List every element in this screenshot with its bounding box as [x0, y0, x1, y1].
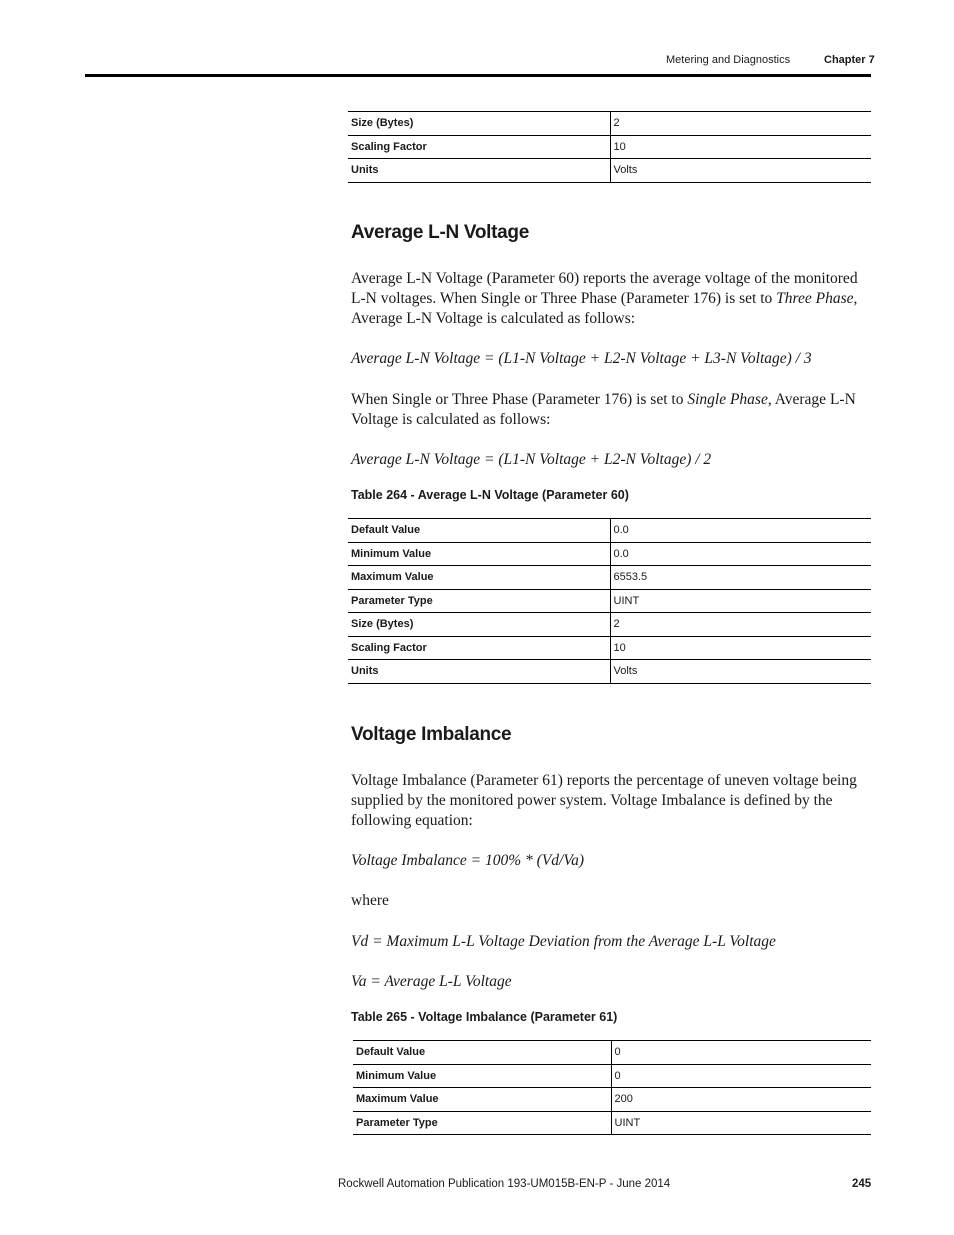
table-value: Volts [610, 159, 871, 183]
text-run: Average L-N Voltage (Parameter 60) reports the average voltage of the monitored L-N voltages. When Single or Three Phase (Parameter 176) is set to [351, 270, 858, 307]
avg-ln-paragraph-1 [351, 269, 871, 329]
table-value: 10 [610, 135, 871, 159]
table-key: Maximum Value [353, 1088, 611, 1112]
table-top-continued [348, 111, 871, 183]
table-value: 200 [611, 1088, 871, 1112]
table-value: 6553.5 [610, 566, 871, 590]
table-key: Maximum Value [348, 566, 610, 590]
text-run: When Single or Three Phase (Parameter 176) is set to [351, 391, 688, 408]
table-264-average-ln-voltage [348, 518, 871, 684]
table-caption-264: Table 264 - Average L-N Voltage (Parameter 60) [351, 488, 629, 502]
avg-ln-paragraph-2 [351, 390, 871, 430]
table-top-body [348, 112, 871, 183]
text-run: , Average L-N Voltage is calculated as follows: [351, 290, 858, 327]
footer-page-number: 245 [852, 1178, 872, 1190]
imbalance-va-definition: Va = Average L-L Voltage [351, 973, 512, 990]
imbalance-paragraph-1: Voltage Imbalance (Parameter 61) reports the percentage of uneven voltage being supplied by the monitored power system. Voltage Imbalance is defined by the following equation: [351, 772, 857, 829]
table-row [348, 159, 871, 183]
table-row [348, 519, 871, 543]
table-key: Parameter Type [353, 1111, 611, 1135]
table-key: Size (Bytes) [348, 613, 610, 637]
table-row [348, 636, 871, 660]
avg-ln-equation-three-phase: Average L-N Voltage = (L1-N Voltage + L2-N Voltage + L3-N Voltage) / 3 [351, 350, 812, 367]
section-heading-average-ln-voltage: Average L-N Voltage [351, 222, 530, 243]
header-rule [85, 74, 871, 77]
table-value: 0.0 [610, 519, 871, 543]
table-key: Units [348, 660, 610, 684]
table-value: 0 [611, 1041, 871, 1065]
table-key: Parameter Type [348, 589, 610, 613]
footer-publication: Rockwell Automation Publication 193-UM015B-EN-P - June 2014 [338, 1178, 671, 1190]
table-row [353, 1041, 871, 1065]
table-row [348, 613, 871, 637]
running-header-chapter: Chapter 7 [824, 54, 875, 66]
table-value: UINT [611, 1111, 871, 1135]
table-key: Default Value [353, 1041, 611, 1065]
text-run: , Average L-N Voltage is calculated as follows: [351, 391, 856, 428]
table-value: 0 [611, 1064, 871, 1088]
imbalance-equation: Voltage Imbalance = 100% * (Vd/Va) [351, 852, 585, 869]
table-row [348, 135, 871, 159]
section-heading-voltage-imbalance: Voltage Imbalance [351, 724, 512, 745]
table-key: Size (Bytes) [348, 112, 610, 136]
table-key: Units [348, 159, 610, 183]
table-row [353, 1111, 871, 1135]
imbalance-vd-definition: Vd = Maximum L-L Voltage Deviation from the Average L-L Voltage [351, 933, 776, 950]
table-caption-265: Table 265 - Voltage Imbalance (Parameter 61) [351, 1010, 618, 1024]
table-row [348, 112, 871, 136]
running-header-section: Metering and Diagnostics [666, 54, 791, 66]
table-row [353, 1064, 871, 1088]
table-row [348, 589, 871, 613]
table-row [353, 1088, 871, 1112]
table-row [348, 660, 871, 684]
avg-ln-equation-single-phase: Average L-N Voltage = (L1-N Voltage + L2-N Voltage) / 2 [351, 451, 712, 468]
table-row [348, 542, 871, 566]
table-value: Volts [610, 660, 871, 684]
text-run-italic: Three Phase [776, 290, 854, 307]
table-264-body [348, 519, 871, 684]
imbalance-where: where [351, 892, 389, 909]
table-value: 0.0 [610, 542, 871, 566]
table-row [348, 566, 871, 590]
table-key: Minimum Value [348, 542, 610, 566]
table-265-voltage-imbalance [353, 1040, 871, 1135]
table-key: Scaling Factor [348, 135, 610, 159]
table-key: Minimum Value [353, 1064, 611, 1088]
table-key: Default Value [348, 519, 610, 543]
table-value: 10 [610, 636, 871, 660]
table-value: 2 [610, 112, 871, 136]
text-run-italic: Single Phase [687, 391, 768, 408]
table-value: UINT [610, 589, 871, 613]
table-key: Scaling Factor [348, 636, 610, 660]
table-265-body [353, 1041, 871, 1135]
table-value: 2 [610, 613, 871, 637]
